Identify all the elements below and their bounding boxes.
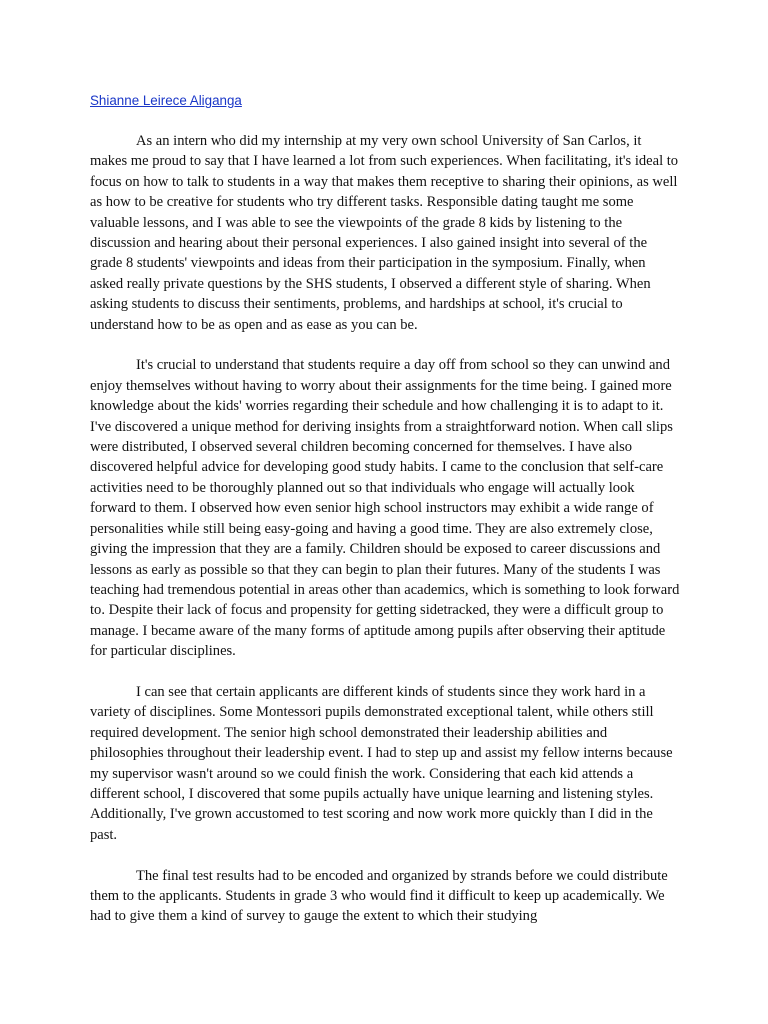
paragraph-2: It's crucial to understand that students require a day off from school so they can unwind and enjoy themselves without having to worry about their assignments for the time being. I gained more knowledge about the kids' worries regarding their schedule and how challenging it is to adapt to it. I've discovered a unique method for deriving insights from a straightforward notion. When call slips were distributed, I observed several children becoming concerned for themselves. I have also discovered helpful advice for developing good study habits. I came to the conclusion that self-care activities need to be thoroughly planned out so that individuals who engage will actually look forward to them. I observed how even senior high school instructors may exhibit a wide range of personalities while still being easy-going and having a good time. They are also extremely close, giving the impression that they are a family. Children should be exposed to career discussions and lessons as early as possible so that they can begin to plan their futures. Many of the students I was teaching had tremendous potential in areas other than academics, which is something to look forward to. Despite their lack of focus and propensity for getting sidetracked, they were a difficult group to manage. I became aware of the many forms of aptitude among pupils after observing their aptitude for particular disciplines. <box>90 357 680 660</box>
document-body <box>90 131 680 947</box>
paragraph-1: As an intern who did my internship at my very own school University of San Carlos, it makes me proud to say that I have learned a lot from such experiences. When facilitating, it's ideal to focus on how to talk to students in a way that makes them receptive to sharing their opinions, as well as how to be creative for students who try different tasks. Responsible dating taught me some valuable lessons, and I was able to see the viewpoints of the grade 8 kids by listening to the discussion and hearing about their personal experiences. I also gained insight into several of the grade 8 students' viewpoints and ideas from their participation in the symposium. Finally, when asked really private questions by the SHS students, I observed a different style of sharing. When asking students to discuss their sentiments, problems, and hardships at school, it's crucial to understand how to be as open and as ease as you can be. <box>90 133 679 333</box>
paragraph-4: The final test results had to be encoded and organized by strands before we could distribute them to the applicants. Students in grade 3 who would find it difficult to keep up academically. We had to give them a kind of survey to gauge the extent to which their studying <box>90 867 668 925</box>
paragraph-3: I can see that certain applicants are different kinds of students since they work hard in a variety of disciplines. Some Montessori pupils demonstrated exceptional talent, while others still required development. The senior high school demonstrated their leadership abilities and philosophies throughout their leadership event. I had to step up and assist my fellow interns because my supervisor wasn't around so we could finish the work. Considering that each kid attends a different school, I discovered that some pupils actually have unique learning and listening styles. Additionally, I've grown accustomed to test scoring and now work more quickly than I did in the past. <box>90 683 673 843</box>
author-name-link[interactable]: Shianne Leirece Aliganga <box>90 93 242 108</box>
